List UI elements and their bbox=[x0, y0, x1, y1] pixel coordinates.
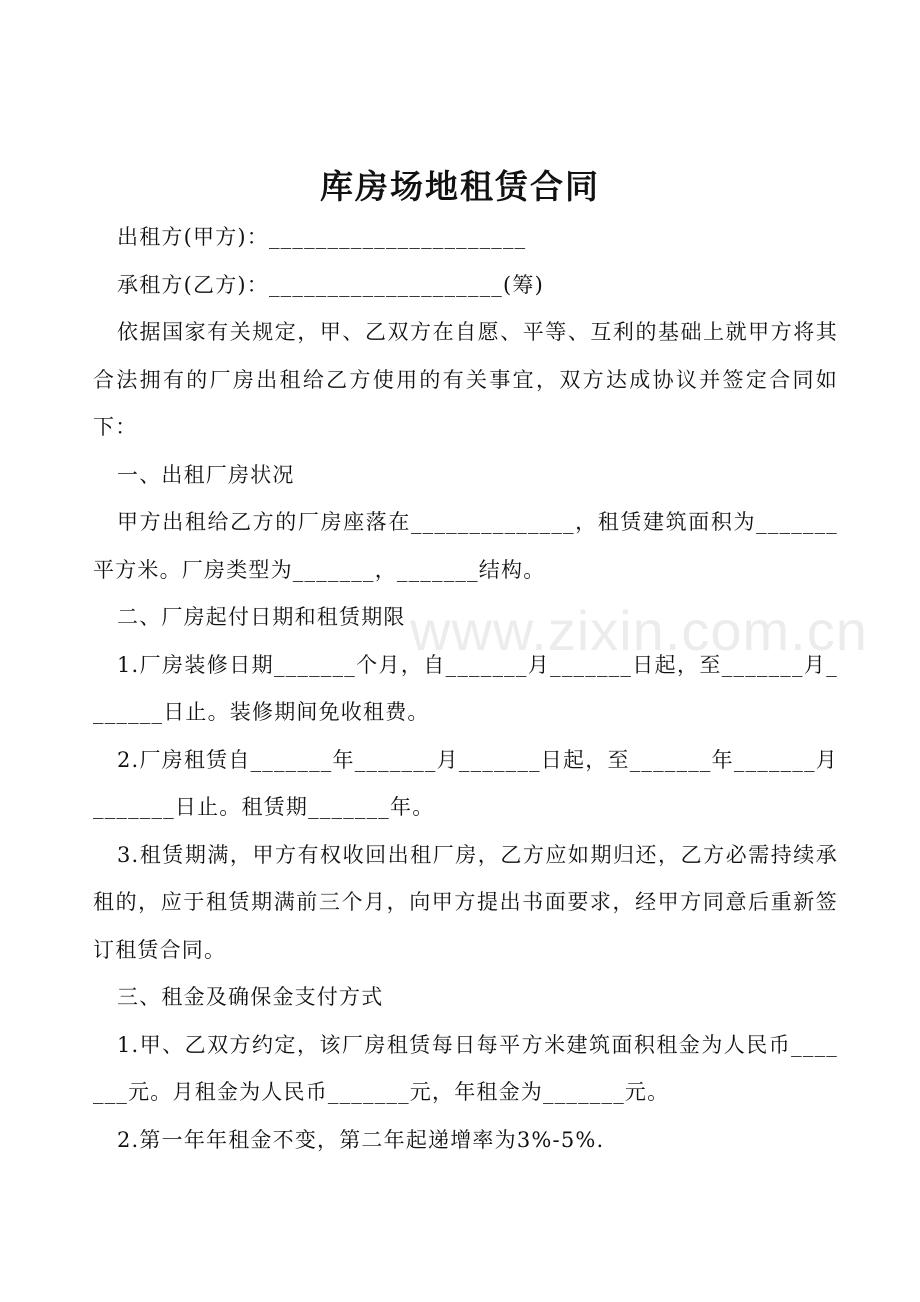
section-heading-3: 三、租金及确保金支付方式 bbox=[117, 985, 384, 1009]
party-b-line: 承租方(乙方)：____________________(筹) bbox=[117, 272, 544, 297]
section-1-paragraph: 甲方出租给乙方的厂房座落在______________，租赁建筑面积为_______平方米。厂房类型为_______，_______结构。 bbox=[93, 510, 838, 582]
document-title: 库房场地租赁合同 bbox=[320, 167, 600, 206]
clause-3-2: 2.第一年年租金不变，第二年起递增率为3%-5%. bbox=[117, 1127, 605, 1152]
preamble-paragraph: 依据国家有关规定，甲、乙双方在自愿、平等、互利的基础上就甲方将其合法拥有的厂房出租给乙方使用的有关事宜，双方达成协议并签定合同如下： bbox=[93, 320, 838, 439]
document-body bbox=[93, 214, 838, 1164]
section-heading-2: 二、厂房起付日期和租赁期限 bbox=[117, 605, 406, 629]
clause-2-3: 3.租赁期满，甲方有权收回出租厂房，乙方应如期归还，乙方必需持续承租的，应于租赁期满前三个月，向甲方提出书面要求，经甲方同意后重新签订租赁合同。 bbox=[93, 842, 838, 962]
party-a-line: 出租方(甲方)：______________________ bbox=[117, 225, 527, 249]
clause-3-1: 1.甲、乙双方约定，该厂房租赁每日每平方米建筑面积租金为人民币_______元。月租金为人民币_______元，年租金为_______元。 bbox=[93, 1032, 838, 1104]
section-heading-1: 一、出租厂房状况 bbox=[117, 462, 295, 487]
clause-2-1: 1.厂房装修日期_______个月，自_______月_______日起，至_______月_______日止。装修期间免收租费。 bbox=[93, 652, 838, 724]
clause-2-2: 2.厂房租赁自_______年_______月_______日起，至_______年_______月_______日止。租赁期_______年。 bbox=[93, 747, 838, 819]
watermark: www.zixin.com.cn bbox=[410, 599, 868, 662]
